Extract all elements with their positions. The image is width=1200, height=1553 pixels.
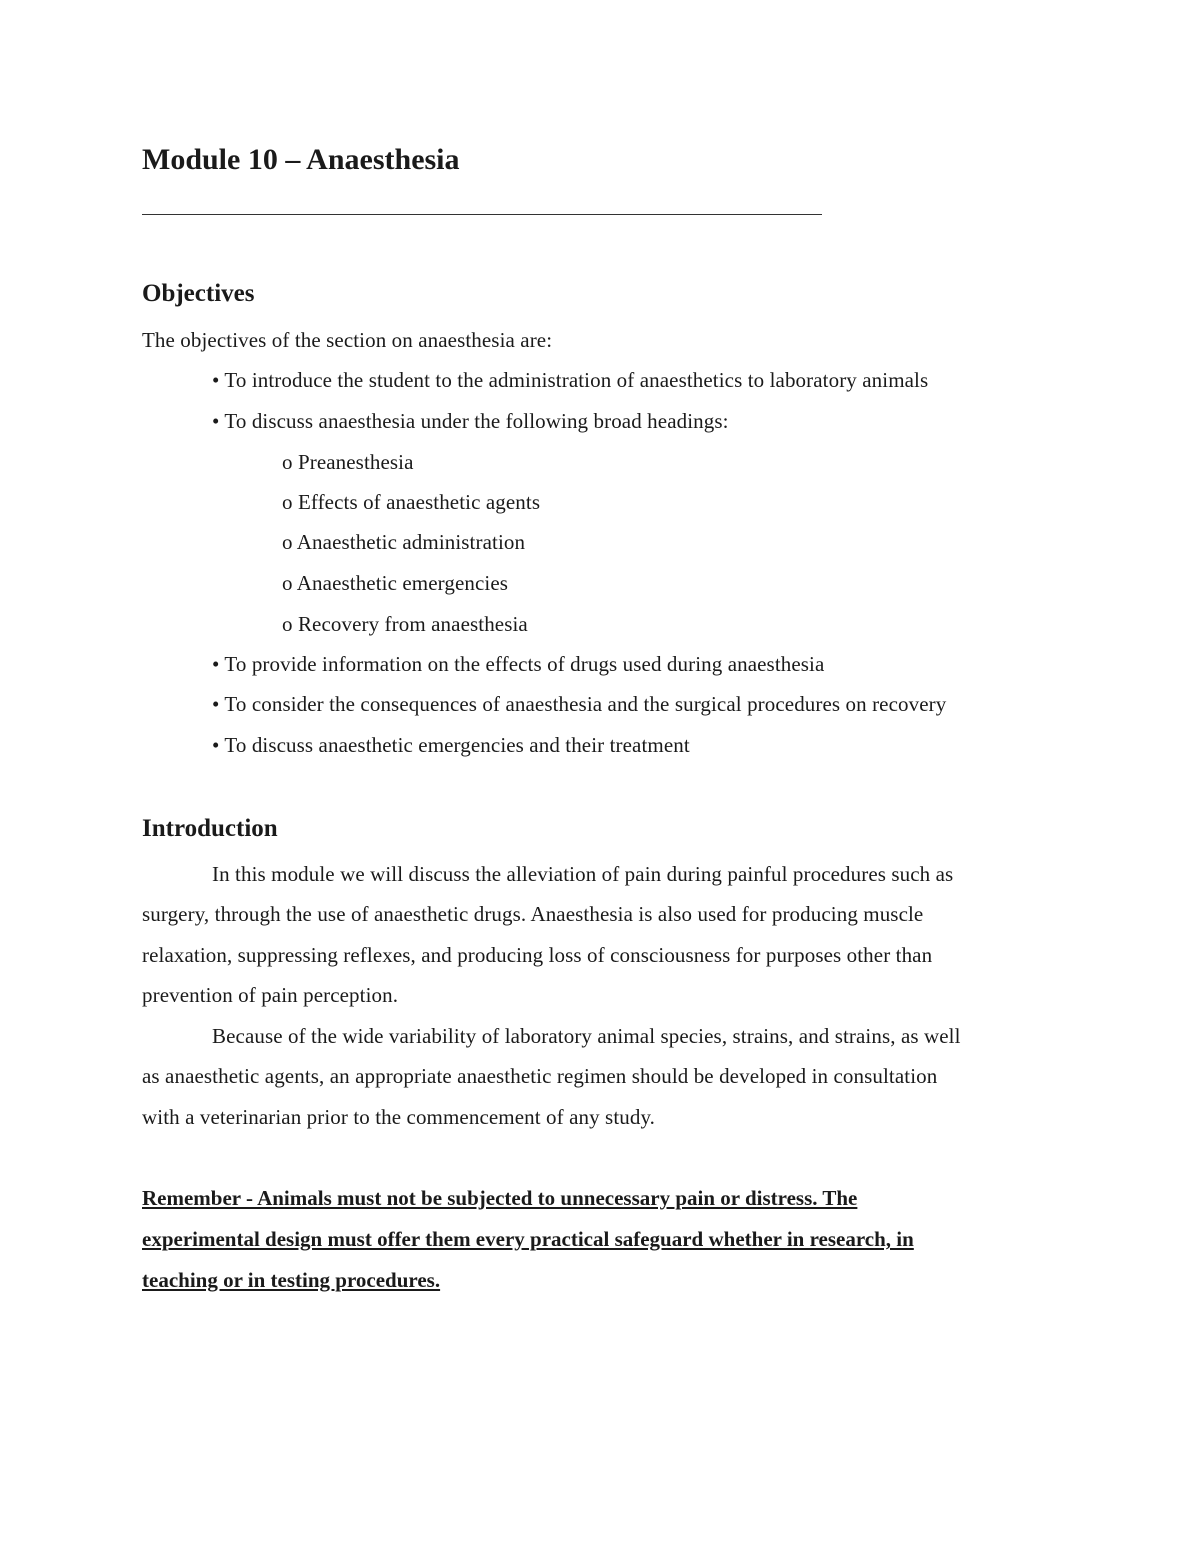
paragraph-line: Because of the wide variability of laboratory animal species, strains, and strains, as well bbox=[212, 1024, 961, 1048]
objective-bullet: • To introduce the student to the administration of anaesthetics to laboratory animals bbox=[212, 368, 929, 392]
paragraph-line: with a veterinarian prior to the commencement of any study. bbox=[142, 1105, 656, 1129]
objectives-heading: Objectives bbox=[142, 280, 255, 307]
objective-sub-item: o Anaesthetic emergencies bbox=[282, 571, 509, 595]
objective-bullet: • To discuss anaesthetic emergencies and their treatment bbox=[212, 733, 690, 757]
objective-sub-item: o Preanesthesia bbox=[282, 450, 414, 474]
remember-note-line: experimental design must offer them every practical safeguard whether in research, in bbox=[142, 1227, 914, 1251]
remember-note-line: Remember - Animals must not be subjected to unnecessary pain or distress. The bbox=[142, 1186, 858, 1210]
remember-note-line: teaching or in testing procedures. bbox=[142, 1268, 441, 1292]
page-title: Module 10 – Anaesthesia bbox=[142, 143, 460, 176]
paragraph-line: surgery, through the use of anaesthetic drugs. Anaesthesia is also used for producing muscle bbox=[142, 902, 924, 926]
title-divider bbox=[142, 214, 822, 215]
objective-sub-item: o Anaesthetic administration bbox=[282, 530, 526, 554]
paragraph-line: relaxation, suppressing reflexes, and producing loss of consciousness for purposes other than bbox=[142, 943, 933, 967]
paragraph-line: prevention of pain perception. bbox=[142, 983, 399, 1007]
objectives-intro: The objectives of the section on anaesthesia are: bbox=[142, 328, 553, 352]
paragraph-line: In this module we will discuss the alleviation of pain during painful procedures such as bbox=[212, 862, 954, 886]
objective-sub-item: o Effects of anaesthetic agents bbox=[282, 490, 541, 514]
objective-bullet: • To consider the consequences of anaesthesia and the surgical procedures on recovery bbox=[212, 692, 947, 716]
objective-bullet: • To provide information on the effects of drugs used during anaesthesia bbox=[212, 652, 825, 676]
paragraph-line: as anaesthetic agents, an appropriate anaesthetic regimen should be developed in consultation bbox=[142, 1064, 938, 1088]
objective-sub-item: o Recovery from anaesthesia bbox=[282, 612, 528, 636]
objective-bullet: • To discuss anaesthesia under the following broad headings: bbox=[212, 409, 729, 433]
introduction-heading: Introduction bbox=[142, 815, 278, 842]
